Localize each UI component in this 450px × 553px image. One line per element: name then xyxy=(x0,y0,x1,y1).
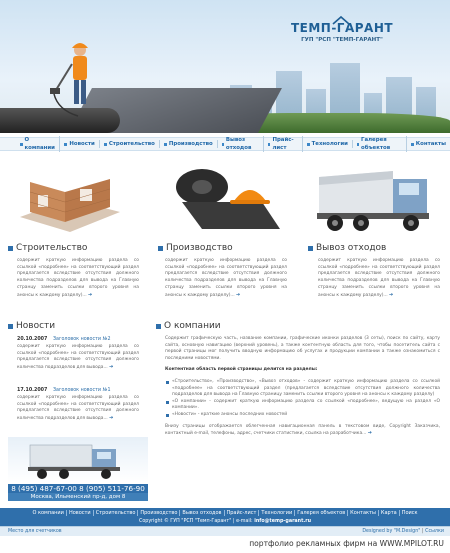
about-paragraph: Содержит графическую часть, название компании, графические иконки разделов (3 сеты), поиск по сайту, карту сайта, основную навигацию (верхний уровень), а также контентную область для того, чтобы посетитель сайта с первой страницы мог получить вводную информацию об услугах и продукции компании а также ознакомиться с последними новостями. xyxy=(165,336,440,361)
nav-item-contacts[interactable]: Контакты xyxy=(407,140,450,148)
feature-text-construction: содержит краткую информацию раздела со ссылкой «подробнее» на соответствующий раздел предлагается вследствие отсутствия должного количества подразделов для вывода на Главную странцу заменить ссылки второго уровня на анонсы к каждому разделу)... ➔ xyxy=(17,258,139,298)
bullet-icon xyxy=(104,143,107,146)
feature-title-construction[interactable]: Строительство xyxy=(8,243,87,253)
bullet-icon xyxy=(20,143,23,146)
logo-title: ТЕМП-ГАРАНТ xyxy=(290,21,394,35)
counters-placeholder: Место для счетчиков xyxy=(8,529,62,534)
about-footer-paragraph: Внизу страницы отображается облегченная навигационная панель в текстовом виде, Copyright Заказчика, контактный e-mail, телефоны, адрес, счетчики статистики, ссылка на разработчика... ➔ xyxy=(165,423,440,437)
feature-text-production: содержит краткую информацию раздела со ссылкой «подробнее» на соответствующий раздел предлагается вследствие отсутствия должного количества подразделов для вывода на Главную странцу заменить ссылки второго уровня на анонсы к каждому разделу)... ➔ xyxy=(165,258,287,298)
footer-navigation xyxy=(0,508,450,518)
feature-text-waste: содержит краткую информацию раздела со ссылкой «подробнее» на соответствующий раздел предлагается вследствие отсутствия должного количества подразделов для вывода на Главную странцу заменить ссылки второго уровня на анонсы к каждому разделу)... ➔ xyxy=(318,258,440,298)
square-bullet-icon xyxy=(8,246,13,251)
nav-item-about[interactable]: О компании xyxy=(16,136,60,152)
bullet-icon xyxy=(307,143,310,146)
news-title-link[interactable]: Заголовок новости №2 xyxy=(52,337,111,342)
feature-title-production[interactable]: Производство xyxy=(158,243,233,253)
footer-link-about[interactable]: О компании xyxy=(30,510,66,516)
news-item xyxy=(17,387,139,423)
more-arrow-icon[interactable]: ➔ xyxy=(389,291,394,298)
news-summary: содержит краткую информацию раздела со ссылкой «подробнее» на соответствующий раздел предлагается вследствие отсутствия должного количества подразделов для вывода... ➔ xyxy=(17,344,139,371)
designer-link[interactable]: "M.Design" xyxy=(393,529,421,534)
footer-link-waste[interactable]: Вывоз отходов xyxy=(180,510,224,516)
footer-link-gallery[interactable]: Галерея объектов xyxy=(295,510,348,516)
about-bullet-item: «Новости» - краткие анонсы последних новостей xyxy=(165,412,440,419)
footer-link-technologies[interactable]: Технологии xyxy=(259,510,295,516)
news-item xyxy=(17,336,139,372)
news-summary: содержит краткую информацию раздела со ссылкой «подробнее» на соответствующий раздел предлагается вследствие отсутствия должного количества подразделов для вывода... ➔ xyxy=(17,395,139,422)
square-bullet-icon xyxy=(158,246,163,251)
designer-credit: Designed by "M.Design" | Ссылки xyxy=(362,529,444,534)
bottom-bar xyxy=(0,526,450,536)
copyright-line: Copyright © ГУП "РСП "Темп-Гарант" | e-mail: info@temp-garant.ru xyxy=(0,518,450,526)
footer-link-news[interactable]: Новости xyxy=(67,510,94,516)
about-content xyxy=(165,336,440,443)
footer-link-sitemap[interactable]: Карта xyxy=(379,510,400,516)
square-bullet-icon xyxy=(308,246,313,251)
watermark-text: портфолио рекламных фирм на WWW.MPILOT.RU xyxy=(249,539,444,548)
news-date: 20.10.2007 xyxy=(17,337,48,342)
site-logo[interactable] xyxy=(262,21,422,43)
news-heading[interactable]: Новости xyxy=(8,321,55,331)
bullet-icon xyxy=(357,143,359,146)
truck-icon xyxy=(8,437,148,482)
header-banner xyxy=(0,0,450,133)
contact-promo xyxy=(8,437,148,500)
nav-item-news[interactable]: Новости xyxy=(60,140,99,148)
nav-item-technologies[interactable]: Технологии xyxy=(303,140,353,148)
construction-image[interactable] xyxy=(10,157,134,237)
square-bullet-icon xyxy=(8,324,13,329)
feature-title-waste[interactable]: Вывоз отходов xyxy=(308,243,386,253)
about-bullet-list xyxy=(165,379,440,419)
about-heading[interactable]: О компании xyxy=(156,321,221,331)
bullet-icon xyxy=(411,143,414,146)
nav-item-production[interactable]: Производство xyxy=(160,140,218,148)
bullet-icon xyxy=(64,143,67,146)
production-image[interactable] xyxy=(162,157,286,237)
logo-roof-icon xyxy=(332,15,350,25)
footer-link-contacts[interactable]: Контакты xyxy=(348,510,379,516)
news-date: 17.10.2007 xyxy=(17,388,48,393)
about-sections-heading: Контентная область первой страницы делится на разделы: xyxy=(165,367,318,373)
about-bullet-item: «О компании» - содержит краткую информацию раздела со ссылкой «подробнее», ведущую на раздел «О компании». xyxy=(165,399,440,412)
bullet-icon xyxy=(222,143,224,146)
footer-link-search[interactable]: Поиск xyxy=(401,510,418,516)
about-bullet-item: «Строительство», «Производство», «Вывоз отходов» - содержит краткую информацию раздела со ссылкой «подробнее» на соответствующий раздел (предлагается вследствие отсутствия должного количества подразделов для вывода на Главную страницу заменить ссылки второго уровня на анонсы к каждому разделу) xyxy=(165,379,440,399)
main-navigation xyxy=(0,137,450,151)
logo-subtitle: ГУП "РСП "ТЕМП-ГАРАНТ" xyxy=(301,37,383,43)
bullet-icon xyxy=(268,143,270,146)
email-link[interactable]: info@temp-garant.ru xyxy=(254,519,311,524)
nav-item-construction[interactable]: Строительство xyxy=(100,140,160,148)
bullet-icon xyxy=(164,143,167,146)
more-arrow-icon[interactable]: ➔ xyxy=(109,415,114,422)
contact-address: Москва, Ильменский пр-д, дом 8 xyxy=(8,493,148,501)
nav-item-pricelist[interactable]: Прайс-лист xyxy=(264,136,302,152)
footer-link-pricelist[interactable]: Прайс-лист xyxy=(225,510,260,516)
footer-link-production[interactable]: Производство xyxy=(138,510,180,516)
news-title-link[interactable]: Заголовок новости №1 xyxy=(52,388,111,393)
worker-illustration xyxy=(48,40,108,120)
contact-phones: 8 (495) 487-67-00 8 (905) 511-76-90 xyxy=(8,484,148,493)
more-arrow-icon[interactable]: ➔ xyxy=(88,291,93,298)
square-bullet-icon xyxy=(156,324,161,329)
more-arrow-icon[interactable]: ➔ xyxy=(109,364,114,371)
more-arrow-icon[interactable]: ➔ xyxy=(236,291,241,298)
nav-item-waste[interactable]: Вывоз отходов xyxy=(218,136,265,152)
links-link[interactable]: Ссылки xyxy=(425,529,444,534)
footer-link-construction[interactable]: Строительство xyxy=(94,510,139,516)
waste-removal-image[interactable] xyxy=(313,157,437,237)
more-arrow-icon[interactable]: ➔ xyxy=(367,430,372,437)
nav-item-gallery[interactable]: Галерея объектов xyxy=(353,136,407,152)
